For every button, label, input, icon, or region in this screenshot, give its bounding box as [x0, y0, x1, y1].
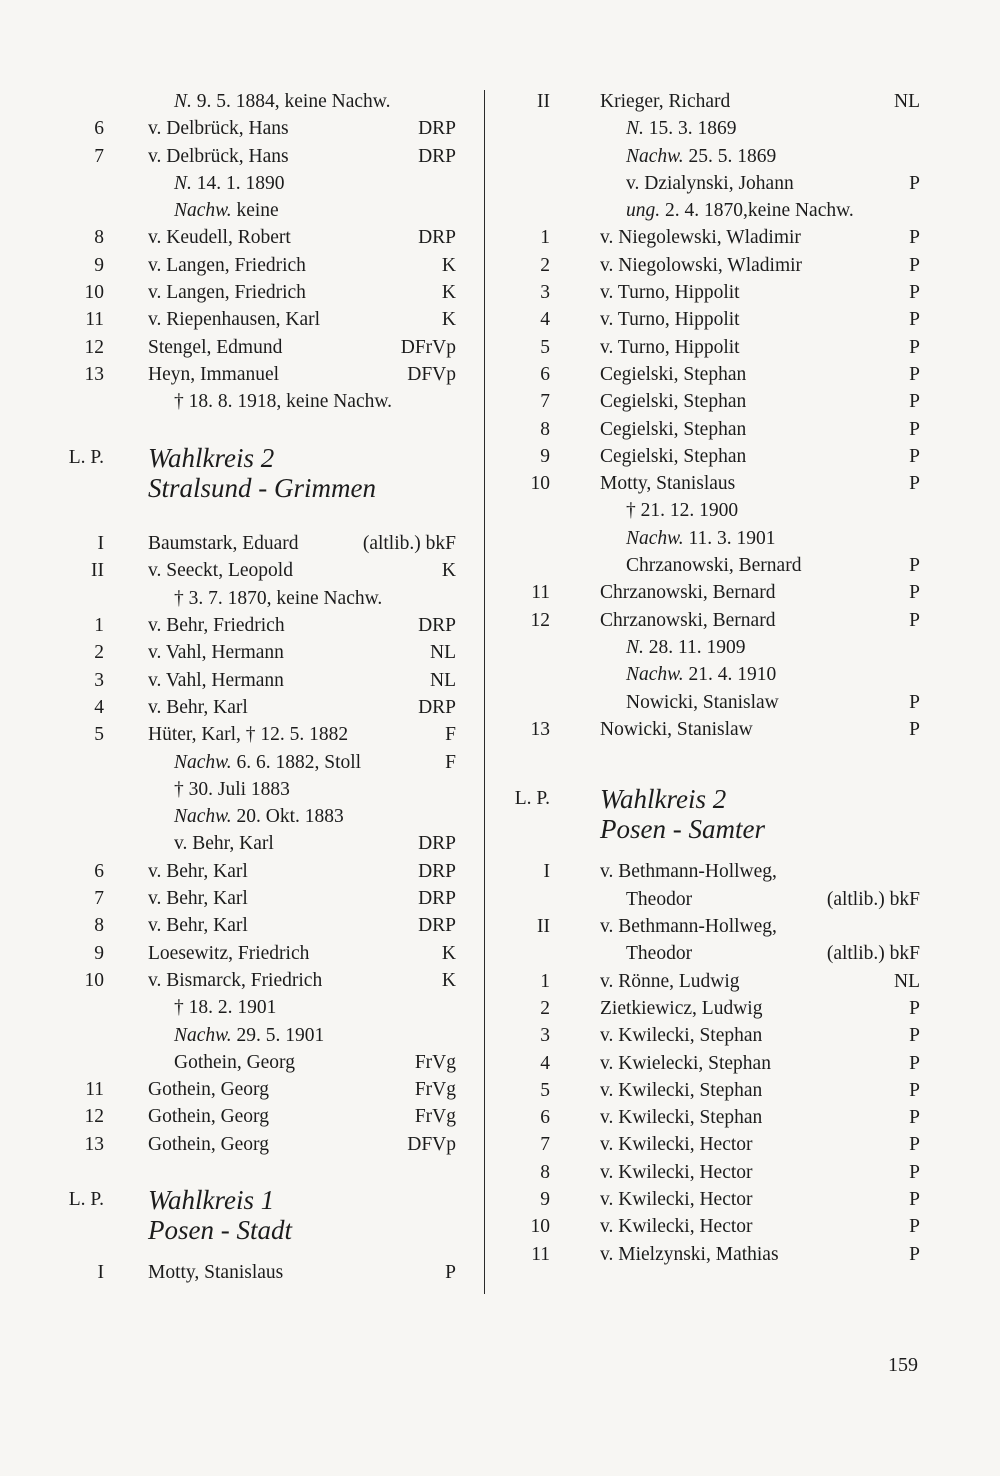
entry-text: † 30. Juli 1883 — [174, 778, 290, 800]
party-label: F — [445, 751, 456, 773]
period-number: 7 — [540, 1134, 550, 1156]
party-label: P — [909, 582, 920, 604]
party-label: (altlib.) bkF — [362, 533, 456, 555]
entry-row — [58, 585, 470, 612]
party-label: DRP — [418, 833, 456, 855]
legislative-period-label: L. P. — [68, 446, 104, 468]
entry-row — [58, 1259, 470, 1286]
entry-row — [58, 115, 470, 142]
period-number: 9 — [94, 254, 104, 276]
party-label: P — [909, 172, 920, 194]
period-number: 7 — [94, 145, 104, 167]
party-label: DRP — [418, 915, 456, 937]
entry-text: v. Bethmann-Hollweg, — [600, 916, 777, 938]
entry-text: Cegielski, Stephan — [600, 391, 747, 413]
party-label: DRP — [418, 227, 456, 249]
entry-row — [58, 197, 470, 224]
entry-text: Gothein, Georg — [174, 1051, 295, 1073]
entry-text: v. Delbrück, Hans — [148, 118, 289, 140]
spacer — [58, 1245, 470, 1259]
period-number: 6 — [94, 118, 104, 140]
entry-row — [510, 1186, 922, 1213]
period-number: II — [91, 560, 104, 582]
party-label: P — [909, 1107, 920, 1129]
party-label: P — [909, 1134, 920, 1156]
period-number: 13 — [84, 1133, 104, 1155]
party-label: P — [909, 473, 920, 495]
entry-text: v. Keudell, Robert — [148, 227, 291, 249]
party-label: FrVg — [414, 1051, 456, 1073]
entry-row — [58, 1076, 470, 1103]
party-label: P — [909, 1025, 920, 1047]
heading-text: Posen - Stadt — [148, 1215, 292, 1246]
party-label: P — [909, 1079, 920, 1101]
entry-row — [510, 689, 922, 716]
party-label: DRP — [418, 696, 456, 718]
entry-row — [510, 913, 922, 940]
party-label: K — [441, 969, 456, 991]
entry-row — [58, 639, 470, 666]
entry-row — [510, 1050, 922, 1077]
entry-text: v. Mielzynski, Mathias — [600, 1243, 779, 1265]
party-label: P — [909, 227, 920, 249]
entry-row — [58, 612, 470, 639]
period-number: 8 — [94, 227, 104, 249]
entry-text: v. Dzialynski, Johann — [626, 172, 794, 194]
entry-text: Theodor — [626, 888, 693, 910]
period-number: 3 — [540, 282, 550, 304]
period-number: 12 — [530, 609, 550, 631]
column-divider — [484, 90, 485, 1294]
entry-row — [510, 470, 922, 497]
entry-text: v. Rönne, Ludwig — [600, 970, 740, 992]
entry-text: † 3. 7. 1870, keine Nachw. — [174, 587, 383, 609]
entry-text: † 21. 12. 1900 — [626, 500, 739, 522]
party-label: P — [909, 718, 920, 740]
entry-text: Nachw. 20. Okt. 1883 — [174, 806, 344, 828]
period-number: 3 — [540, 1025, 550, 1047]
entry-text: Stengel, Edmund — [148, 336, 283, 358]
entry-text: Nachw. 11. 3. 1901 — [626, 527, 776, 549]
party-label: P — [909, 1243, 920, 1265]
party-label: FrVg — [414, 1079, 456, 1101]
period-number: 5 — [94, 724, 104, 746]
entry-row — [58, 1049, 470, 1076]
party-label: K — [441, 254, 456, 276]
entry-text: Gothein, Georg — [148, 1106, 269, 1128]
period-number: 8 — [94, 915, 104, 937]
entry-text: † 18. 8. 1918, keine Nachw. — [174, 391, 393, 413]
entry-row — [58, 749, 470, 776]
entry-text: v. Kwilecki, Hector — [600, 1161, 753, 1183]
entry-text: v. Kwilecki, Stephan — [600, 1107, 763, 1129]
period-number: 2 — [540, 997, 550, 1019]
period-number: 4 — [94, 696, 104, 718]
entry-text: v. Langen, Friedrich — [148, 282, 306, 304]
party-label: DRP — [418, 888, 456, 910]
entry-row — [510, 525, 922, 552]
entry-row — [510, 1241, 922, 1268]
entry-row — [510, 968, 922, 995]
heading-text: Wahlkreis 1 — [148, 1185, 275, 1216]
period-number: 12 — [84, 1106, 104, 1128]
party-label: DRP — [418, 860, 456, 882]
entry-row — [58, 306, 470, 333]
entry-row — [510, 88, 922, 115]
party-label: (altlib.) bkF — [826, 888, 920, 910]
entry-text: Heyn, Immanuel — [148, 363, 280, 385]
spacer — [510, 743, 922, 770]
entry-text: Chrzanowski, Bernard — [626, 555, 802, 577]
constituency-heading — [58, 1185, 470, 1215]
entry-row — [510, 197, 922, 224]
entry-row — [58, 530, 470, 557]
party-label: P — [909, 309, 920, 331]
entry-text: Chrzanowski, Bernard — [600, 609, 776, 631]
period-number: 4 — [540, 309, 550, 331]
entry-row — [510, 416, 922, 443]
party-label: P — [909, 1216, 920, 1238]
entry-row — [58, 361, 470, 388]
constituency-heading — [510, 784, 922, 814]
left-column — [58, 88, 470, 1287]
entry-text: Zietkiewicz, Ludwig — [600, 997, 763, 1019]
entry-text: v. Behr, Karl — [148, 696, 248, 718]
period-number: 7 — [540, 391, 550, 413]
entry-text: N. 15. 3. 1869 — [626, 118, 737, 140]
legislative-period-label: L. P. — [514, 788, 550, 810]
entry-text: Motty, Stanislaus — [600, 473, 736, 495]
entry-row — [510, 443, 922, 470]
period-number: 11 — [531, 582, 550, 604]
page-number: 159 — [888, 1354, 918, 1376]
entry-text: v. Behr, Karl — [148, 860, 248, 882]
party-label: P — [909, 418, 920, 440]
heading-text: Wahlkreis 2 — [600, 784, 727, 815]
entry-row — [510, 1213, 922, 1240]
entry-text: Nachw. keine — [174, 200, 279, 222]
party-label: NL — [430, 642, 456, 664]
entry-row — [510, 361, 922, 388]
party-label: P — [909, 391, 920, 413]
entry-row — [510, 1022, 922, 1049]
entry-text: N. 28. 11. 1909 — [626, 636, 746, 658]
party-label: NL — [894, 91, 920, 112]
entry-row — [510, 858, 922, 885]
entry-row — [510, 1159, 922, 1186]
entry-row — [58, 967, 470, 994]
entry-text: Nowicki, Stanislaw — [600, 718, 753, 740]
entry-row — [58, 252, 470, 279]
spacer — [58, 1158, 470, 1185]
entry-row — [510, 279, 922, 306]
heading-text: Wahlkreis 2 — [148, 442, 275, 473]
party-label: NL — [430, 669, 456, 691]
period-number: 1 — [94, 615, 104, 637]
entry-text: v. Langen, Friedrich — [148, 254, 306, 276]
entry-text: Gothein, Georg — [148, 1079, 269, 1101]
entry-row — [510, 224, 922, 251]
heading-text: Stralsund - Grimmen — [148, 472, 376, 503]
period-number: 13 — [530, 718, 550, 740]
period-number: I — [97, 1262, 104, 1284]
period-number: 2 — [94, 642, 104, 664]
entry-text: v. Niegolewski, Wladimir — [600, 227, 801, 249]
entry-row — [510, 143, 922, 170]
entry-text: v. Bismarck, Friedrich — [148, 969, 323, 991]
entry-text: ung. 2. 4. 1870,keine Nachw. — [626, 200, 854, 222]
spacer — [510, 770, 922, 784]
party-label: DRP — [418, 145, 456, 167]
entry-row — [58, 994, 470, 1021]
period-number: 5 — [540, 336, 550, 358]
entry-text: Nachw. 6. 6. 1882, Stoll — [174, 751, 362, 773]
party-label: P — [909, 445, 920, 467]
entry-row — [510, 1104, 922, 1131]
entry-row — [58, 830, 470, 857]
entry-text: v. Niegolowski, Wladimir — [600, 254, 803, 276]
entry-text: Nachw. 25. 5. 1869 — [626, 145, 777, 167]
party-label: F — [445, 724, 456, 746]
entry-text: v. Behr, Karl — [148, 915, 248, 937]
entry-text: v. Riepenhausen, Karl — [148, 309, 321, 331]
period-number: 8 — [540, 1161, 550, 1183]
entry-text: v. Kwilecki, Stephan — [600, 1079, 763, 1101]
entry-row — [58, 88, 470, 115]
entry-row — [510, 334, 922, 361]
entry-row — [58, 143, 470, 170]
period-number: 1 — [540, 227, 550, 249]
entry-row — [58, 1103, 470, 1130]
period-number: 11 — [85, 309, 104, 331]
constituency-heading — [58, 473, 470, 503]
entry-row — [58, 1022, 470, 1049]
spacer — [58, 416, 470, 443]
party-label: P — [445, 1262, 456, 1284]
entry-text: Chrzanowski, Bernard — [600, 582, 776, 604]
party-label: DFrVp — [400, 336, 456, 358]
entry-text: Cegielski, Stephan — [600, 363, 747, 385]
period-number: 6 — [540, 363, 550, 385]
period-number: 13 — [84, 363, 104, 385]
entry-row — [58, 224, 470, 251]
period-number: 9 — [540, 445, 550, 467]
period-number: 6 — [94, 860, 104, 882]
entry-row — [510, 170, 922, 197]
entry-row — [510, 306, 922, 333]
entry-row — [510, 607, 922, 634]
entry-text: N. 9. 5. 1884, keine Nachw. — [174, 91, 391, 112]
entry-text: v. Bethmann-Hollweg, — [600, 861, 777, 883]
entry-text: v. Delbrück, Hans — [148, 145, 289, 167]
spacer — [510, 844, 922, 858]
entry-text: Hüter, Karl, † 12. 5. 1882 — [148, 724, 349, 746]
entry-row — [58, 667, 470, 694]
entry-text: v. Vahl, Hermann — [148, 669, 284, 691]
spacer — [58, 503, 470, 530]
party-label: P — [909, 254, 920, 276]
party-label: NL — [894, 970, 920, 992]
entry-text: v. Behr, Karl — [148, 888, 248, 910]
period-number: II — [537, 91, 550, 112]
period-number: 10 — [84, 282, 104, 304]
party-label: P — [909, 609, 920, 631]
entry-row — [58, 858, 470, 885]
entry-text: Cegielski, Stephan — [600, 445, 747, 467]
party-label: K — [441, 942, 456, 964]
period-number: 4 — [540, 1052, 550, 1074]
period-number: 3 — [94, 669, 104, 691]
constituency-heading — [58, 443, 470, 473]
entry-text: Theodor — [626, 943, 693, 965]
party-label: DFVp — [407, 363, 456, 385]
entry-row — [510, 552, 922, 579]
party-label: P — [909, 282, 920, 304]
legislative-period-label: L. P. — [68, 1189, 104, 1211]
entry-text: v. Kwilecki, Hector — [600, 1216, 753, 1238]
entry-text: Cegielski, Stephan — [600, 418, 747, 440]
period-number: 1 — [540, 970, 550, 992]
entry-text: Gothein, Georg — [148, 1133, 269, 1155]
entry-row — [58, 279, 470, 306]
entry-row — [58, 557, 470, 584]
period-number: II — [537, 916, 550, 938]
period-number: 7 — [94, 888, 104, 910]
party-label: P — [909, 363, 920, 385]
entry-text: Baumstark, Eduard — [148, 533, 299, 555]
entry-row — [510, 716, 922, 743]
entry-text: v. Behr, Karl — [174, 833, 274, 855]
entry-text: v. Seeckt, Leopold — [148, 560, 293, 582]
entry-row — [58, 334, 470, 361]
party-label: (altlib.) bkF — [826, 943, 920, 965]
party-label: DRP — [418, 118, 456, 140]
party-label: K — [441, 309, 456, 331]
party-label: P — [909, 555, 920, 577]
party-label: FrVg — [414, 1106, 456, 1128]
entry-text: N. 14. 1. 1890 — [174, 172, 285, 194]
constituency-heading — [58, 1215, 470, 1245]
entry-text: v. Behr, Friedrich — [148, 615, 285, 637]
entry-row — [58, 776, 470, 803]
period-number: 9 — [540, 1188, 550, 1210]
entry-row — [58, 170, 470, 197]
period-number: 6 — [540, 1107, 550, 1129]
party-label: P — [909, 336, 920, 358]
entry-row — [510, 995, 922, 1022]
entry-text: Loesewitz, Friedrich — [148, 942, 310, 964]
entry-text: v. Turno, Hippolit — [600, 282, 740, 304]
period-number: 10 — [530, 473, 550, 495]
party-label: P — [909, 1052, 920, 1074]
entry-row — [58, 721, 470, 748]
party-label: K — [441, 282, 456, 304]
entry-text: v. Turno, Hippolit — [600, 309, 740, 331]
entry-row — [58, 694, 470, 721]
heading-text: Posen - Samter — [600, 814, 765, 845]
entry-text: v. Kwilecki, Stephan — [600, 1025, 763, 1047]
entry-text: Krieger, Richard — [600, 91, 731, 112]
period-number: 5 — [540, 1079, 550, 1101]
party-label: P — [909, 691, 920, 713]
period-number: I — [543, 861, 550, 883]
entry-row — [510, 497, 922, 524]
period-number: 9 — [94, 942, 104, 964]
party-label: DRP — [418, 615, 456, 637]
entry-text: v. Kwielecki, Stephan — [600, 1052, 771, 1074]
period-number: 10 — [530, 1216, 550, 1238]
entry-text: Motty, Stanislaus — [148, 1262, 284, 1284]
entry-row — [510, 886, 922, 913]
entry-row — [58, 912, 470, 939]
right-column — [510, 88, 922, 1268]
entry-row — [58, 388, 470, 415]
entry-row — [510, 252, 922, 279]
period-number: I — [97, 533, 104, 555]
entry-row — [510, 115, 922, 142]
entry-row — [510, 1131, 922, 1158]
entry-row — [510, 579, 922, 606]
entry-row — [58, 803, 470, 830]
entry-text: v. Kwilecki, Hector — [600, 1134, 753, 1156]
period-number: 10 — [84, 969, 104, 991]
entry-row — [510, 1077, 922, 1104]
entry-text: v. Turno, Hippolit — [600, 336, 740, 358]
entry-row — [510, 634, 922, 661]
entry-row — [510, 388, 922, 415]
party-label: P — [909, 1188, 920, 1210]
entry-row — [58, 885, 470, 912]
entry-text: Nachw. 21. 4. 1910 — [626, 664, 777, 686]
period-number: 2 — [540, 254, 550, 276]
entry-text: † 18. 2. 1901 — [174, 997, 277, 1019]
period-number: 11 — [85, 1079, 104, 1101]
entry-text: Nowicki, Stanislaw — [626, 691, 779, 713]
party-label: P — [909, 997, 920, 1019]
entry-text: v. Kwilecki, Hector — [600, 1188, 753, 1210]
period-number: 8 — [540, 418, 550, 440]
party-label: P — [909, 1161, 920, 1183]
entry-row — [510, 940, 922, 967]
period-number: 12 — [84, 336, 104, 358]
party-label: DFVp — [407, 1133, 456, 1155]
period-number: 11 — [531, 1243, 550, 1265]
entry-row — [58, 1131, 470, 1158]
entry-row — [58, 940, 470, 967]
party-label: K — [441, 560, 456, 582]
entry-text: v. Vahl, Hermann — [148, 642, 284, 664]
constituency-heading — [510, 814, 922, 844]
entry-row — [510, 661, 922, 688]
entry-text: Nachw. 29. 5. 1901 — [174, 1024, 325, 1046]
